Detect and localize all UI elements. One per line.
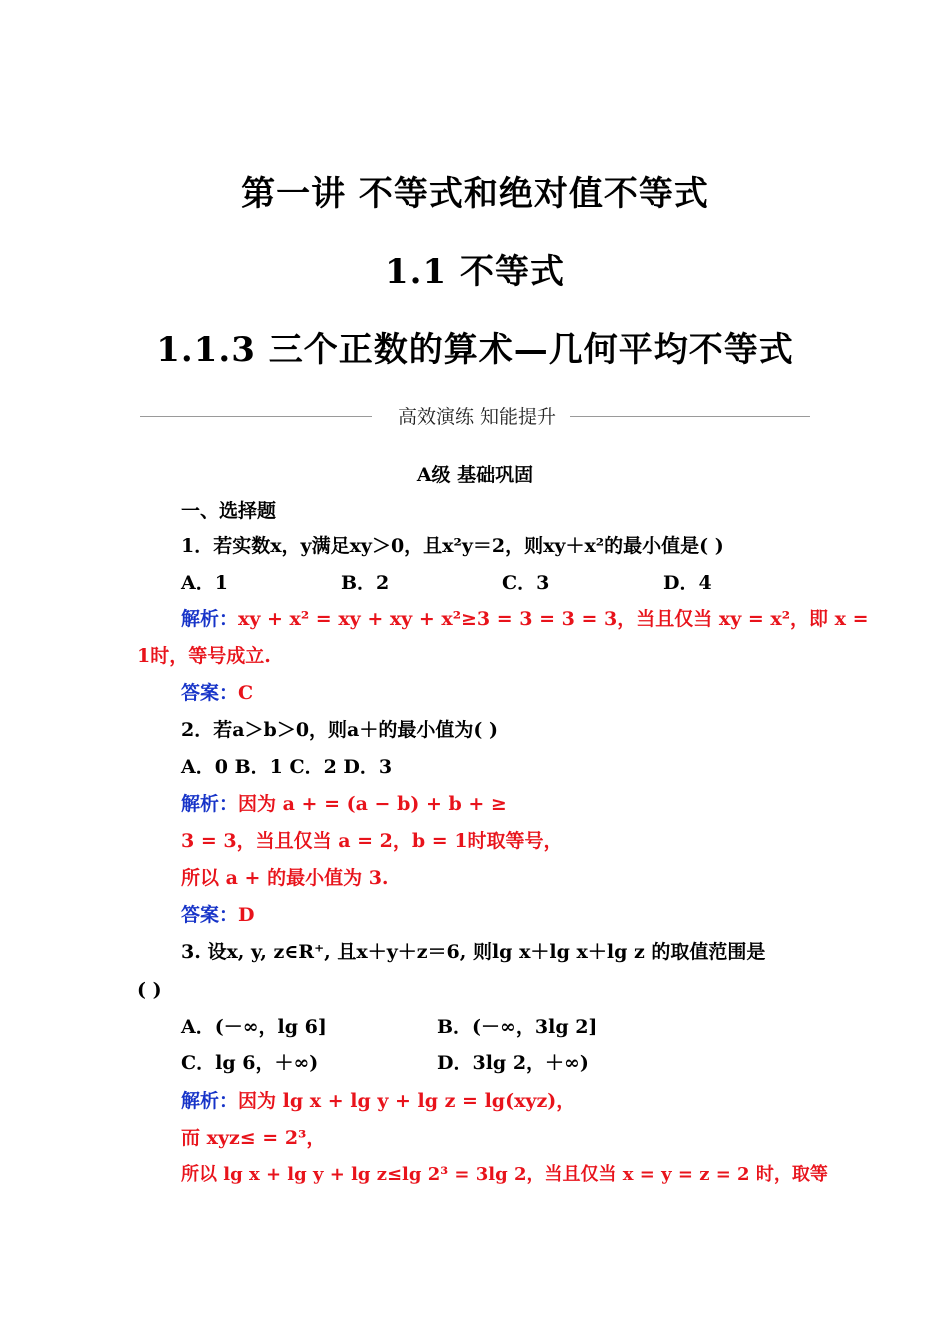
q1-analysis-label: 解析： — [181, 608, 239, 630]
q1-stem: 1．若实数x，y满足xy＞0，且x²y＝2，则xy＋x²的最小值是( ) — [181, 535, 724, 557]
q3-stem-line2: ( ) — [137, 979, 162, 1001]
q2-analysis-label: 解析： — [181, 793, 239, 815]
q1-option-c: C．3 — [502, 572, 550, 594]
q3-analysis-line1 — [181, 1088, 575, 1114]
q1-answer — [181, 680, 253, 706]
q2-answer-value: D — [238, 904, 255, 926]
section-title: 1.1 不等式 — [385, 252, 565, 292]
q3-option-a: A．(－∞，lg 6] — [181, 1016, 327, 1038]
q2-stem: 2．若a＞b＞0，则a＋的最小值为( ) — [181, 719, 498, 741]
q1-option-d: D．4 — [663, 572, 712, 594]
q2-analysis-line2: 3 = 3，当且仅当 a = 2，b = 1时取等号， — [181, 830, 563, 852]
q3-option-b: B．(－∞，3lg 2] — [437, 1016, 598, 1038]
q1-answer-label: 答案： — [181, 682, 239, 704]
banner-divider — [140, 402, 810, 432]
q1-analysis-line2: 1时，等号成立. — [137, 645, 271, 667]
q3-option-d: D．3lg 2，＋∞) — [437, 1052, 589, 1074]
subsection-title: 1.1.3 三个正数的算术—几何平均不等式 — [156, 330, 794, 370]
q1-analysis-line1 — [181, 606, 869, 632]
chapter-title: 第一讲 不等式和绝对值不等式 — [241, 174, 709, 214]
q2-answer — [181, 902, 255, 928]
q3-stem-line1: 3. 设x, y, z∈R⁺, 且x＋y＋z＝6, 则lg x＋lg x＋lg z 的取值范围是 — [181, 941, 766, 963]
banner-text: 高效演练 知能提升 — [397, 406, 557, 428]
divider-line-right — [570, 416, 810, 417]
q1-option-a: A．1 — [181, 572, 228, 594]
q1-option-b: B．2 — [341, 572, 390, 594]
q3-option-c: C．lg 6，＋∞) — [181, 1052, 319, 1074]
section-heading: 一、选择题 — [181, 500, 277, 522]
divider-line-left — [140, 416, 372, 417]
level-heading: A级 基础巩固 — [416, 464, 534, 486]
q3-analysis-line2: 而 xyz≤ = 2³， — [181, 1127, 326, 1149]
q2-options: A．0 B．1 C．2 D．3 — [181, 756, 393, 778]
q3-analysis-label: 解析： — [181, 1090, 239, 1112]
q1-answer-value: C — [238, 682, 254, 704]
q1-analysis-text: xy + x² = xy + xy + x²≥3 = 3 = 3 = 3，当且仅当 xy = x²，即 x = — [238, 608, 869, 630]
q2-answer-label: 答案： — [181, 904, 239, 926]
q2-analysis-line1 — [181, 791, 507, 817]
q2-analysis-line3: 所以 a + 的最小值为 3. — [181, 867, 389, 889]
q3-analysis-line3: 所以 lg x + lg y + lg z≤lg 2³ = 3lg 2，当且仅当 x = y = z = 2 时，取等 — [181, 1164, 828, 1185]
q2-analysis-text: 因为 a + = (a − b) + b + ≥ — [238, 793, 507, 815]
q3-analysis-text: 因为 lg x + lg y + lg z = lg(xyz)， — [238, 1090, 576, 1112]
